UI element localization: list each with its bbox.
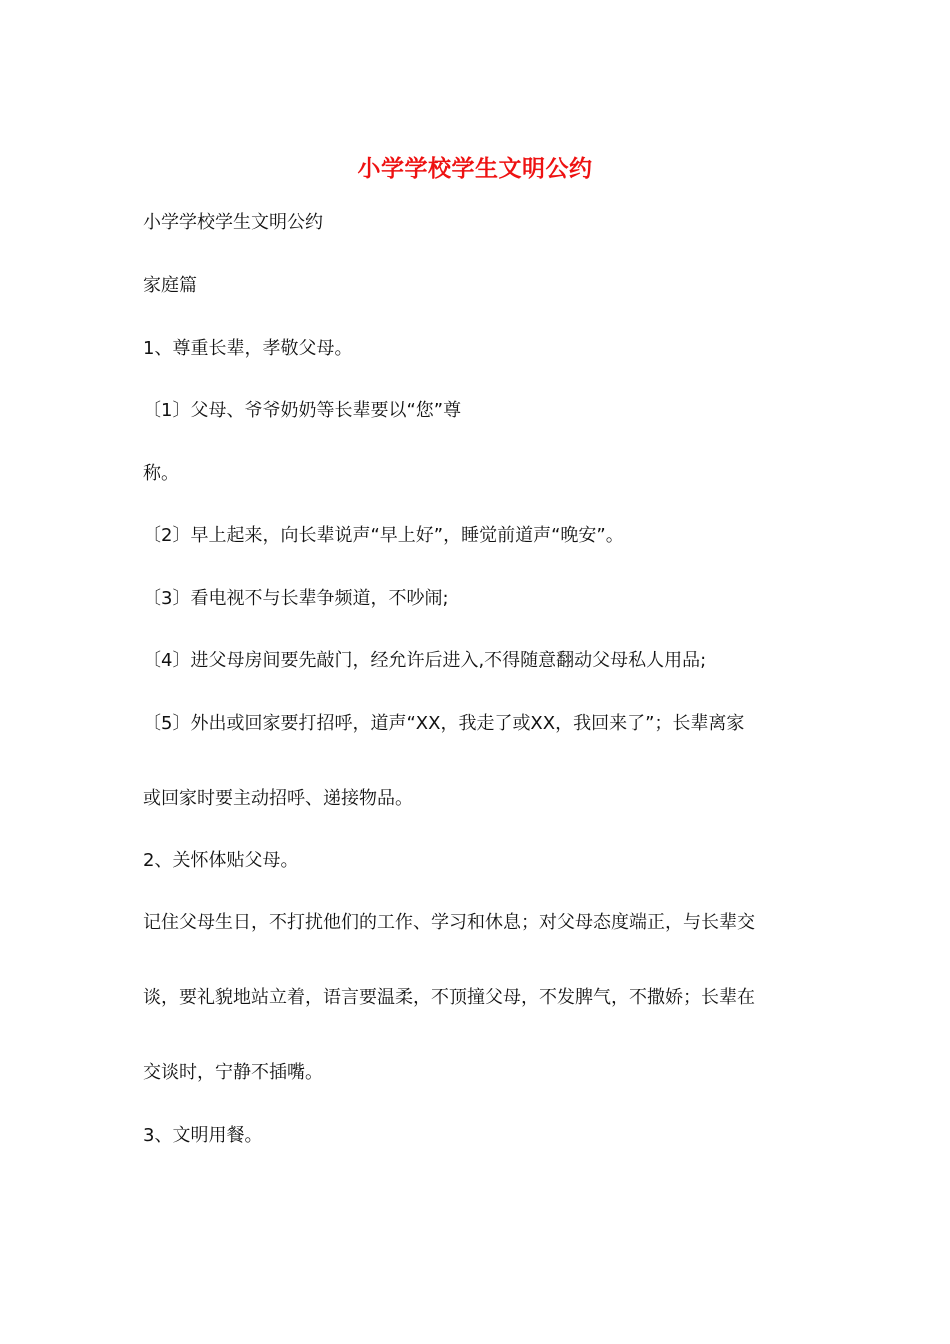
- document-title: 小学学校学生文明公约: [357, 155, 593, 182]
- item-1-sub-1: 〔1〕父母、爷爷奶奶等长辈要以“您”尊: [143, 400, 462, 421]
- item-2-body-line-1: 记住父母生日，不打扰他们的工作、学习和休息；对父母态度端正，与长辈交: [143, 912, 755, 933]
- item-2-body-line-3: 交谈时，宁静不插嘴。: [143, 1062, 323, 1083]
- item-2-body-line-2: 谈，要礼貌地站立着，语言要温柔，不顶撞父母，不发脾气，不撒娇；长辈在: [143, 987, 755, 1008]
- item-1-heading: 1、尊重长辈，孝敬父母。: [143, 338, 353, 359]
- item-1-sub-5: 〔5〕外出或回家要打招呼，道声“XX，我走了或XX，我回来了”；长辈离家: [143, 713, 745, 734]
- item-1-sub-3: 〔3〕看电视不与长辈争频道，不吵闹;: [143, 588, 449, 609]
- item-1-sub-1-cont: 称。: [143, 463, 179, 484]
- item-1-sub-2: 〔2〕早上起来，向长辈说声“早上好”，睡觉前道声“晚安”。: [143, 525, 624, 546]
- item-3-heading: 3、文明用餐。: [143, 1125, 263, 1146]
- item-2-heading: 2、关怀体贴父母。: [143, 850, 299, 871]
- subtitle-line: 小学学校学生文明公约: [143, 212, 323, 233]
- item-1-sub-5-cont: 或回家时要主动招呼、递接物品。: [143, 788, 413, 809]
- item-1-sub-4: 〔4〕进父母房间要先敲门，经允许后进入,不得随意翻动父母私人用品;: [143, 650, 707, 671]
- section-heading-family: 家庭篇: [143, 275, 197, 296]
